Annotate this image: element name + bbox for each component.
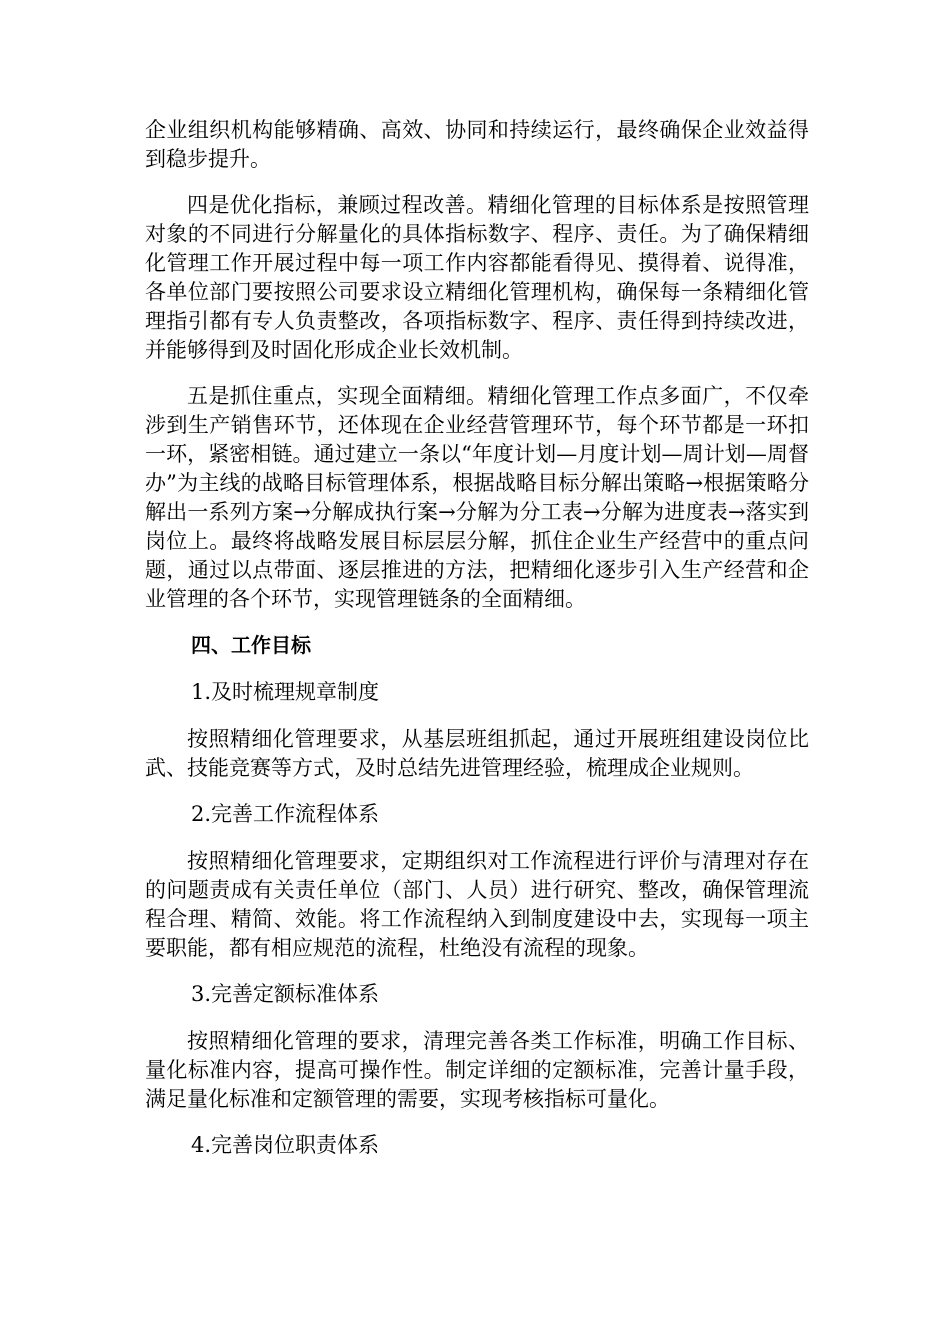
paragraph-rules: 按照精细化管理要求，从基层班组抓起，通过开展班组建设岗位比武、技能竞赛等方式，及时总结先进管理经验，梳理成企业规则。 bbox=[145, 727, 809, 780]
paragraph-optimize-indicators: 四是优化指标，兼顾过程改善。精细化管理的目标体系是按照管理对象的不同进行分解量化的具体指标数字、程序、责任。为了确保精细化管理工作开展过程中每一项工作内容都能看得见、摸得着、说得准，各单位部门要按照公司要求设立精细化管理机构，确保每一条精细化管理指引都有专人负责整改，各项指标数字、程序、责任得到持续改进，并能够得到及时固化形成企业长效机制。 bbox=[145, 193, 809, 362]
section-heading-work-goals: 四、工作目标 bbox=[191, 633, 311, 657]
subheading-quota-standards: 3.完善定额标准体系 bbox=[191, 982, 380, 1006]
paragraph-workflow: 按照精细化管理要求，定期组织对工作流程进行评价与清理对存在的问题责成有关责任单位（部门、人员）进行研究、整改，确保管理流程合理、精简、效能。将工作流程纳入到制度建设中去，实现每一项主要职能，都有相应规范的流程，杜绝没有流程的现象。 bbox=[145, 849, 809, 960]
paragraph-focus-key-points: 五是抓住重点，实现全面精细。精细化管理工作点多面广，不仅牵涉到生产销售环节，还体现在企业经营管理环节，每个环节都是一环扣一环，紧密相链。通过建立一条以“年度计划—月度计划—周计划—周督办”为主线的战略目标管理体系，根据战略目标分解出策略→根据策略分解出一系列方案→分解成执行案→分解为分工表→分解为进度表→落实到岗位上。最终将战略发展目标层层分解，抓住企业生产经营中的重点问题，通过以点带面、逐层推进的方法，把精细化逐步引入生产经营和企业管理的各个环节，实现管理链条的全面精细。 bbox=[145, 384, 809, 611]
subheading-job-responsibilities: 4.完善岗位职责体系 bbox=[191, 1133, 380, 1157]
subheading-workflow: 2.完善工作流程体系 bbox=[191, 802, 380, 826]
paragraph-continuation: 企业组织机构能够精确、高效、协同和持续运行，最终确保企业效益得到稳步提升。 bbox=[145, 118, 809, 171]
document-page bbox=[145, 116, 809, 1178]
subheading-rules: 1.及时梳理规章制度 bbox=[191, 680, 380, 704]
paragraph-quota-standards: 按照精细化管理的要求，清理完善各类工作标准，明确工作目标、量化标准内容，提高可操作性。制定详细的定额标准，完善计量手段，满足量化标准和定额管理的需要，实现考核指标可量化。 bbox=[145, 1029, 809, 1111]
